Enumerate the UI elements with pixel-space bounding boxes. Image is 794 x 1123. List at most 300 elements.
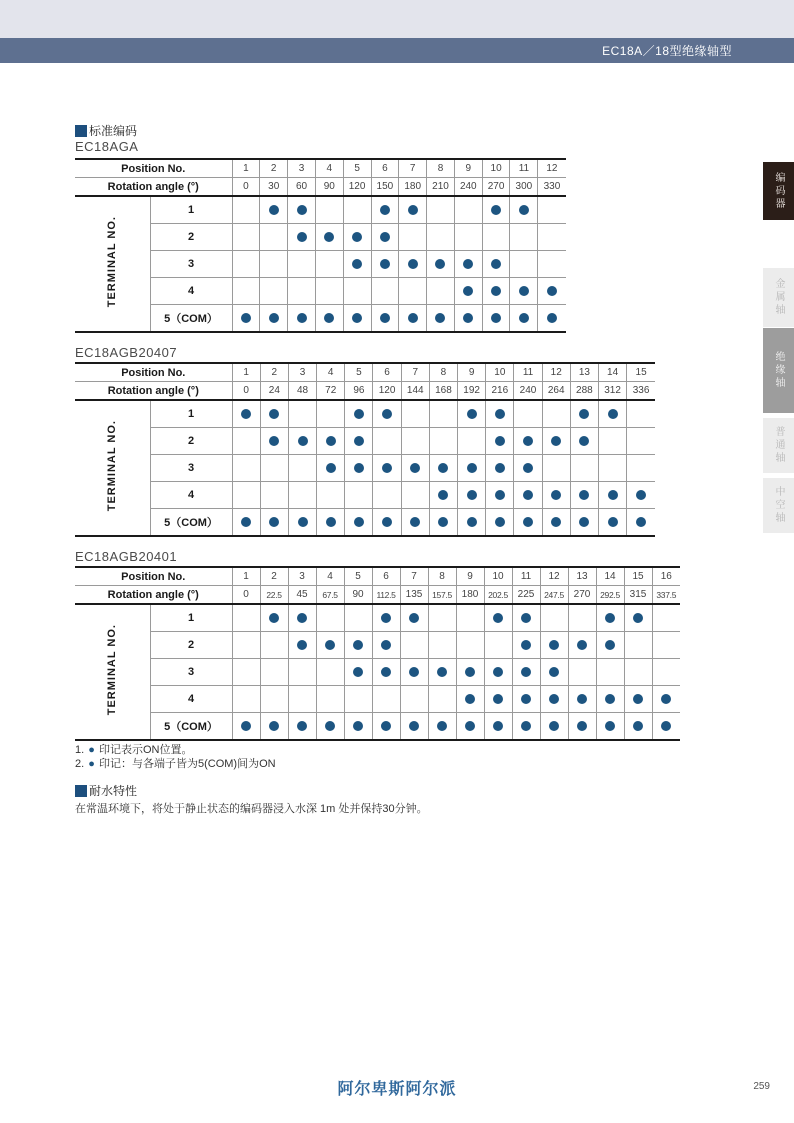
- terminal-number-label: 5（COM）: [150, 713, 232, 741]
- position-no-header: Position No.: [75, 363, 232, 382]
- footer-brand: 阿尔卑斯阿尔派: [337, 1081, 457, 1098]
- switch-state-cell: [512, 659, 540, 686]
- on-position-dot-icon: [408, 313, 418, 323]
- on-position-dot-icon: [324, 313, 334, 323]
- terminal-row: [75, 428, 655, 455]
- switch-state-cell: [260, 482, 288, 509]
- terminal-no-header: [75, 196, 150, 332]
- switch-state-cell: [345, 509, 373, 537]
- position-number-cell: 11: [512, 567, 540, 586]
- on-position-dot-icon: [381, 667, 391, 677]
- on-position-dot-icon: [636, 517, 646, 527]
- terminal-row: [75, 604, 680, 632]
- on-position-dot-icon: [465, 721, 475, 731]
- on-position-dot-icon: [493, 694, 503, 704]
- switch-state-cell: [456, 686, 484, 713]
- switch-state-cell: [345, 455, 373, 482]
- rotation-angle-header: Rotation angle (°): [75, 178, 232, 197]
- rotation-angle-cell: 247.5: [540, 586, 568, 605]
- switch-state-cell: [399, 251, 427, 278]
- rotation-angle-cell: 180: [399, 178, 427, 197]
- switch-state-cell: [345, 428, 373, 455]
- position-number-cell: 4: [316, 567, 344, 586]
- switch-state-cell: [512, 604, 540, 632]
- switch-state-cell: [624, 632, 652, 659]
- switch-state-cell: [454, 251, 482, 278]
- switch-state-cell: [624, 713, 652, 741]
- switch-state-cell: [514, 455, 542, 482]
- on-position-dot-icon: [326, 436, 336, 446]
- on-position-dot-icon: [326, 517, 336, 527]
- terminal-number-label: 3: [150, 455, 232, 482]
- on-position-dot-icon: [463, 286, 473, 296]
- section-title-water-resistance: [75, 782, 137, 799]
- switch-state-cell: [596, 604, 624, 632]
- switch-state-cell: [427, 251, 455, 278]
- switch-state-cell: [316, 659, 344, 686]
- switch-state-cell: [373, 482, 401, 509]
- on-position-dot-icon: [608, 490, 618, 500]
- switch-state-cell: [482, 305, 510, 333]
- note-1-number: 1.: [75, 744, 85, 756]
- switch-state-cell: [344, 632, 372, 659]
- on-position-dot-icon: [467, 490, 477, 500]
- on-dot-icon: ●: [88, 758, 95, 770]
- terminal-row: [75, 196, 566, 224]
- rotation-angle-cell: 240: [454, 178, 482, 197]
- position-number-cell: 13: [570, 363, 598, 382]
- on-position-dot-icon: [269, 613, 279, 623]
- model-name-ec18aga: EC18AGA: [75, 139, 139, 154]
- on-position-dot-icon: [381, 613, 391, 623]
- section-title-text: 标准编码: [89, 124, 138, 138]
- switch-state-cell: [343, 305, 371, 333]
- switch-state-cell: [344, 604, 372, 632]
- switch-state-cell: [598, 509, 626, 537]
- terminal-row: [75, 713, 680, 741]
- on-position-dot-icon: [380, 232, 390, 242]
- model-name-ec18agb20407: EC18AGB20407: [75, 345, 178, 360]
- on-position-dot-icon: [495, 463, 505, 473]
- on-position-dot-icon: [495, 517, 505, 527]
- rotation-angle-cell: 168: [429, 382, 457, 401]
- on-position-dot-icon: [521, 694, 531, 704]
- switch-state-cell: [317, 428, 345, 455]
- switch-state-cell: [427, 196, 455, 224]
- switch-state-cell: [232, 196, 260, 224]
- rotation-angle-cell: 90: [315, 178, 343, 197]
- switch-state-cell: [428, 686, 456, 713]
- switch-state-cell: [288, 196, 316, 224]
- on-position-dot-icon: [325, 640, 335, 650]
- switch-state-cell: [482, 196, 510, 224]
- switch-state-cell: [315, 196, 343, 224]
- position-number-cell: 2: [260, 159, 288, 178]
- position-no-header: Position No.: [75, 567, 232, 586]
- switch-state-cell: [542, 400, 570, 428]
- switch-state-cell: [598, 455, 626, 482]
- switch-state-cell: [568, 659, 596, 686]
- on-position-dot-icon: [353, 640, 363, 650]
- section-title-standard-coding: [75, 122, 137, 139]
- water-section-description: 在常温环境下，将处于静止状态的编码器浸入水深 1m 处并保持30分钟。: [75, 803, 428, 815]
- switch-state-cell: [288, 509, 316, 537]
- section-bullet-icon: [75, 785, 87, 797]
- encoding-table-ec18aga: [75, 158, 566, 333]
- on-position-dot-icon: [633, 721, 643, 731]
- switch-state-cell: [482, 278, 510, 305]
- on-position-dot-icon: [551, 490, 561, 500]
- terminal-no-header-text: TERMINAL NO.: [105, 419, 118, 512]
- switch-state-cell: [428, 632, 456, 659]
- rotation-angle-cell: 150: [371, 178, 399, 197]
- switch-state-cell: [232, 278, 260, 305]
- position-number-cell: 6: [371, 159, 399, 178]
- switch-state-cell: [542, 509, 570, 537]
- switch-state-cell: [373, 455, 401, 482]
- terminal-number-label: 2: [150, 428, 232, 455]
- rotation-angle-cell: 240: [514, 382, 542, 401]
- on-position-dot-icon: [633, 694, 643, 704]
- switch-state-cell: [514, 428, 542, 455]
- switch-state-cell: [316, 686, 344, 713]
- rotation-angle-cell: 288: [570, 382, 598, 401]
- on-position-dot-icon: [519, 205, 529, 215]
- terminal-no-header: [75, 604, 150, 740]
- position-number-cell: 15: [624, 567, 652, 586]
- position-number-cell: 7: [399, 159, 427, 178]
- switch-state-cell: [260, 196, 288, 224]
- on-position-dot-icon: [579, 436, 589, 446]
- on-position-dot-icon: [491, 286, 501, 296]
- switch-state-cell: [596, 713, 624, 741]
- on-position-dot-icon: [579, 517, 589, 527]
- rotation-angle-cell: 202.5: [484, 586, 512, 605]
- side-tab-metal-shaft: 金属轴: [763, 268, 794, 327]
- position-number-cell: 10: [482, 159, 510, 178]
- switch-state-cell: [510, 305, 538, 333]
- on-position-dot-icon: [297, 640, 307, 650]
- on-position-dot-icon: [410, 517, 420, 527]
- position-number-cell: 2: [260, 567, 288, 586]
- switch-state-cell: [260, 251, 288, 278]
- on-position-dot-icon: [463, 313, 473, 323]
- position-number-cell: 1: [232, 159, 260, 178]
- on-position-dot-icon: [519, 313, 529, 323]
- switch-state-cell: [456, 632, 484, 659]
- position-number-cell: 11: [510, 159, 538, 178]
- terminal-row: [75, 632, 680, 659]
- on-position-dot-icon: [326, 463, 336, 473]
- on-position-dot-icon: [297, 613, 307, 623]
- on-position-dot-icon: [438, 517, 448, 527]
- switch-state-cell: [510, 224, 538, 251]
- on-position-dot-icon: [408, 205, 418, 215]
- switch-state-cell: [568, 713, 596, 741]
- switch-state-cell: [652, 632, 680, 659]
- switch-state-cell: [428, 659, 456, 686]
- position-number-cell: 16: [652, 567, 680, 586]
- switch-state-cell: [510, 196, 538, 224]
- switch-state-cell: [232, 604, 260, 632]
- switch-state-cell: [540, 713, 568, 741]
- on-position-dot-icon: [297, 313, 307, 323]
- on-position-dot-icon: [523, 517, 533, 527]
- rotation-angle-cell: 270: [568, 586, 596, 605]
- switch-state-cell: [260, 305, 288, 333]
- position-number-cell: 12: [542, 363, 570, 382]
- switch-state-cell: [627, 482, 655, 509]
- switch-state-cell: [484, 659, 512, 686]
- on-position-dot-icon: [493, 613, 503, 623]
- switch-state-cell: [542, 455, 570, 482]
- switch-state-cell: [343, 251, 371, 278]
- on-position-dot-icon: [324, 232, 334, 242]
- on-position-dot-icon: [549, 640, 559, 650]
- rotation-angle-cell: 330: [538, 178, 566, 197]
- position-number-cell: 10: [486, 363, 514, 382]
- switch-state-cell: [260, 659, 288, 686]
- table-container-1: [75, 158, 566, 333]
- on-position-dot-icon: [382, 517, 392, 527]
- on-position-dot-icon: [409, 613, 419, 623]
- switch-state-cell: [598, 400, 626, 428]
- switch-state-cell: [454, 196, 482, 224]
- switch-state-cell: [260, 509, 288, 537]
- on-position-dot-icon: [633, 613, 643, 623]
- switch-state-cell: [540, 686, 568, 713]
- switch-state-cell: [344, 659, 372, 686]
- rotation-angle-cell: 112.5: [372, 586, 400, 605]
- rotation-angle-cell: 270: [482, 178, 510, 197]
- switch-state-cell: [456, 713, 484, 741]
- switch-state-cell: [596, 632, 624, 659]
- position-number-cell: 12: [538, 159, 566, 178]
- switch-state-cell: [371, 196, 399, 224]
- switch-state-cell: [232, 224, 260, 251]
- terminal-number-label: 4: [150, 278, 232, 305]
- switch-state-cell: [540, 604, 568, 632]
- position-number-cell: 3: [288, 159, 316, 178]
- switch-state-cell: [260, 400, 288, 428]
- position-number-cell: 3: [288, 363, 316, 382]
- switch-state-cell: [260, 632, 288, 659]
- on-position-dot-icon: [521, 667, 531, 677]
- on-position-dot-icon: [551, 436, 561, 446]
- terminal-no-header: [75, 400, 150, 536]
- position-number-cell: 2: [260, 363, 288, 382]
- rotation-angle-cell: 337.5: [652, 586, 680, 605]
- position-number-cell: 8: [428, 567, 456, 586]
- switch-state-cell: [372, 713, 400, 741]
- on-position-dot-icon: [438, 490, 448, 500]
- position-number-cell: 6: [372, 567, 400, 586]
- side-tab-insulated-shaft: 绝缘轴: [763, 328, 794, 413]
- switch-state-cell: [484, 604, 512, 632]
- switch-state-cell: [427, 305, 455, 333]
- terminal-number-label: 4: [150, 482, 232, 509]
- switch-state-cell: [288, 659, 316, 686]
- on-position-dot-icon: [354, 436, 364, 446]
- switch-state-cell: [454, 278, 482, 305]
- switch-state-cell: [371, 305, 399, 333]
- switch-state-cell: [624, 686, 652, 713]
- on-position-dot-icon: [579, 490, 589, 500]
- on-position-dot-icon: [269, 436, 279, 446]
- terminal-number-label: 2: [150, 224, 232, 251]
- on-position-dot-icon: [354, 463, 364, 473]
- on-position-dot-icon: [408, 259, 418, 269]
- switch-state-cell: [570, 400, 598, 428]
- switch-state-cell: [232, 686, 260, 713]
- position-number-cell: 3: [288, 567, 316, 586]
- terminal-number-label: 5（COM）: [150, 509, 232, 537]
- on-position-dot-icon: [353, 667, 363, 677]
- switch-state-cell: [454, 305, 482, 333]
- switch-state-cell: [372, 632, 400, 659]
- switch-state-cell: [627, 455, 655, 482]
- position-number-cell: 11: [514, 363, 542, 382]
- terminal-row: [75, 455, 655, 482]
- position-number-cell: 4: [317, 363, 345, 382]
- on-position-dot-icon: [437, 721, 447, 731]
- rotation-angle-cell: 120: [373, 382, 401, 401]
- on-position-dot-icon: [523, 490, 533, 500]
- switch-state-cell: [486, 482, 514, 509]
- position-number-cell: 1: [232, 567, 260, 586]
- switch-state-cell: [652, 604, 680, 632]
- switch-state-cell: [399, 196, 427, 224]
- position-number-cell: 7: [400, 567, 428, 586]
- switch-state-cell: [429, 509, 457, 537]
- switch-state-cell: [315, 305, 343, 333]
- side-tab-standard-shaft: 普通轴: [763, 418, 794, 473]
- on-position-dot-icon: [241, 313, 251, 323]
- position-no-header: Position No.: [75, 159, 232, 178]
- rotation-angle-cell: 120: [343, 178, 371, 197]
- switch-state-cell: [570, 455, 598, 482]
- switch-state-cell: [288, 278, 316, 305]
- switch-state-cell: [427, 278, 455, 305]
- rotation-angle-cell: 48: [288, 382, 316, 401]
- on-position-dot-icon: [549, 694, 559, 704]
- on-position-dot-icon: [495, 490, 505, 500]
- switch-state-cell: [540, 659, 568, 686]
- switch-state-cell: [344, 686, 372, 713]
- terminal-number-label: 1: [150, 604, 232, 632]
- on-position-dot-icon: [579, 409, 589, 419]
- rotation-angle-cell: 45: [288, 586, 316, 605]
- on-position-dot-icon: [521, 640, 531, 650]
- position-number-cell: 4: [315, 159, 343, 178]
- on-position-dot-icon: [608, 409, 618, 419]
- position-number-cell: 9: [454, 159, 482, 178]
- switch-state-cell: [512, 713, 540, 741]
- switch-state-cell: [510, 278, 538, 305]
- note-1: [75, 743, 276, 757]
- switch-state-cell: [570, 428, 598, 455]
- position-number-cell: 15: [627, 363, 655, 382]
- switch-state-cell: [399, 224, 427, 251]
- on-position-dot-icon: [521, 721, 531, 731]
- on-position-dot-icon: [491, 205, 501, 215]
- on-position-dot-icon: [380, 259, 390, 269]
- switch-state-cell: [484, 632, 512, 659]
- switch-state-cell: [372, 659, 400, 686]
- switch-state-cell: [232, 632, 260, 659]
- on-position-dot-icon: [495, 436, 505, 446]
- switch-state-cell: [343, 196, 371, 224]
- switch-state-cell: [343, 224, 371, 251]
- switch-state-cell: [232, 482, 260, 509]
- rotation-angle-cell: 216: [486, 382, 514, 401]
- rotation-angle-cell: 135: [400, 586, 428, 605]
- table-container-2: [75, 362, 655, 537]
- switch-state-cell: [372, 686, 400, 713]
- switch-state-cell: [486, 400, 514, 428]
- switch-state-cell: [401, 455, 429, 482]
- on-position-dot-icon: [298, 517, 308, 527]
- on-position-dot-icon: [241, 409, 251, 419]
- note-1-text: 印记表示ON位置。: [98, 744, 193, 756]
- encoding-table-ec18agb20407: [75, 362, 655, 537]
- switch-state-cell: [542, 428, 570, 455]
- on-position-dot-icon: [269, 721, 279, 731]
- switch-state-cell: [427, 224, 455, 251]
- switch-state-cell: [288, 305, 316, 333]
- rotation-angle-cell: 180: [456, 586, 484, 605]
- page-header-bar: [0, 38, 794, 63]
- on-position-dot-icon: [382, 409, 392, 419]
- on-position-dot-icon: [521, 613, 531, 623]
- on-position-dot-icon: [381, 640, 391, 650]
- on-position-dot-icon: [463, 259, 473, 269]
- switch-state-cell: [568, 604, 596, 632]
- switch-state-cell: [596, 686, 624, 713]
- switch-state-cell: [652, 713, 680, 741]
- switch-state-cell: [627, 428, 655, 455]
- on-position-dot-icon: [493, 667, 503, 677]
- switch-state-cell: [429, 455, 457, 482]
- switch-state-cell: [401, 509, 429, 537]
- switch-state-cell: [371, 278, 399, 305]
- switch-state-cell: [373, 428, 401, 455]
- section-bullet-icon: [75, 125, 87, 137]
- on-position-dot-icon: [380, 313, 390, 323]
- on-position-dot-icon: [352, 232, 362, 242]
- switch-state-cell: [288, 224, 316, 251]
- terminal-number-label: 2: [150, 632, 232, 659]
- terminal-number-label: 3: [150, 251, 232, 278]
- side-tab-encoder: 编码器: [763, 162, 794, 220]
- switch-state-cell: [484, 686, 512, 713]
- switch-state-cell: [288, 686, 316, 713]
- switch-state-cell: [540, 632, 568, 659]
- rotation-angle-cell: 0: [232, 382, 260, 401]
- switch-state-cell: [400, 604, 428, 632]
- switch-state-cell: [400, 659, 428, 686]
- top-margin-band: [0, 0, 794, 39]
- switch-state-cell: [288, 428, 316, 455]
- switch-state-cell: [570, 509, 598, 537]
- on-position-dot-icon: [297, 205, 307, 215]
- switch-state-cell: [568, 686, 596, 713]
- switch-state-cell: [232, 400, 260, 428]
- terminal-row: [75, 686, 680, 713]
- switch-state-cell: [486, 455, 514, 482]
- on-position-dot-icon: [354, 409, 364, 419]
- switch-state-cell: [232, 428, 260, 455]
